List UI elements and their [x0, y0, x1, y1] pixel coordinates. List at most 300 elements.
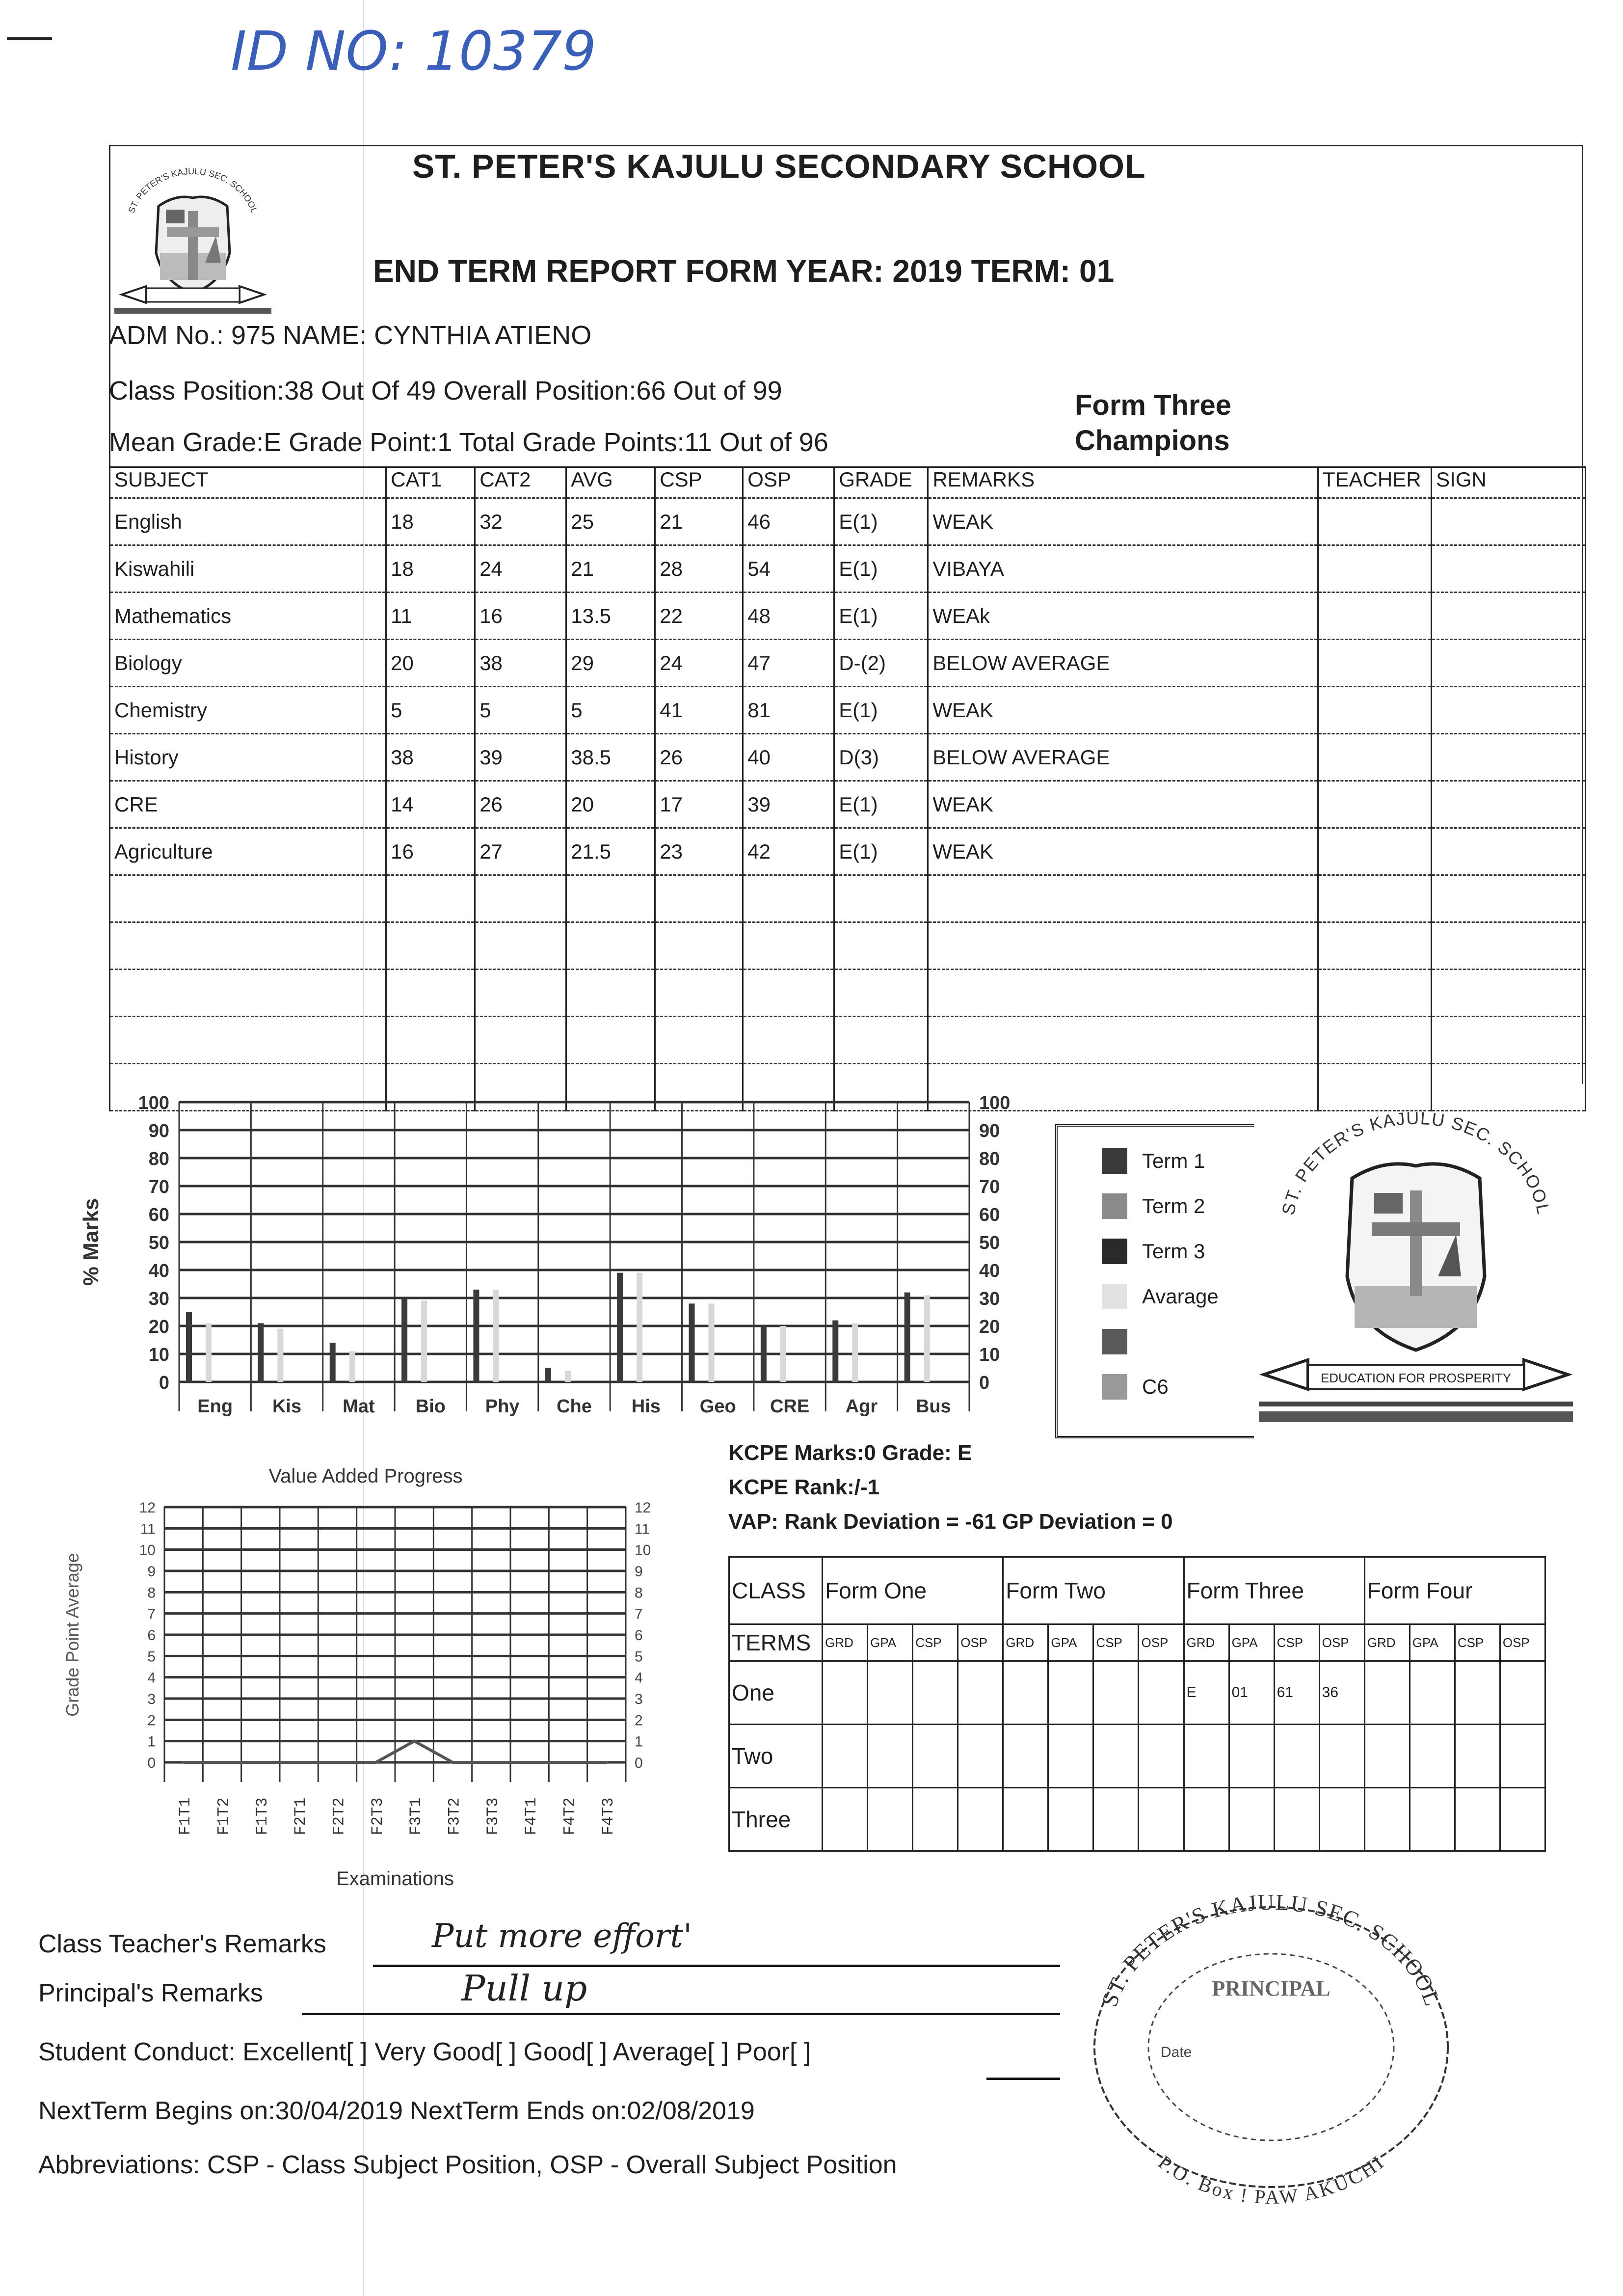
- hist-value-cell: [823, 1788, 868, 1851]
- bar-avarage: [493, 1290, 499, 1382]
- bar-avarage: [780, 1326, 786, 1382]
- empty-cell: [1432, 922, 1586, 970]
- empty-cell: [928, 875, 1318, 922]
- y-tick-left: 30: [148, 1289, 169, 1309]
- cell-teacher: [1318, 593, 1431, 640]
- cell-grade: E(1): [834, 593, 928, 640]
- exam-tick-label: F2T1: [292, 1797, 310, 1836]
- cell-remarks: VIBAYA: [928, 545, 1318, 593]
- legend-logo-ring-text: ST. PETER'S KAJULU SEC. SCHOOL: [1277, 1107, 1554, 1217]
- legend-label: C6: [1142, 1375, 1169, 1398]
- legend-label: Term 3: [1142, 1240, 1205, 1263]
- cell-csp: 17: [655, 781, 743, 828]
- hist-subheader: GRD: [823, 1624, 868, 1661]
- hist-value-cell: [1139, 1788, 1184, 1851]
- gpa-tick-right: 12: [635, 1500, 651, 1516]
- gpa-tick-left: 12: [139, 1500, 156, 1516]
- conduct-line: [986, 2078, 1060, 2080]
- gpa-tick-left: 6: [147, 1627, 156, 1644]
- cell-remarks: WEAK: [928, 828, 1318, 875]
- empty-cell: [566, 922, 655, 970]
- cell-subject: History: [110, 734, 386, 781]
- legend-swatch: [1102, 1374, 1127, 1400]
- empty-cell: [110, 970, 386, 1017]
- stamp-top-text: ST. PETER'S KAJULU SEC. SCHOOL: [1096, 1890, 1446, 2010]
- legend-label: Avarage: [1142, 1285, 1219, 1308]
- header-remarks: REMARKS: [928, 467, 1318, 498]
- legend-swatch: [1102, 1239, 1127, 1264]
- bar-term-1: [689, 1303, 695, 1382]
- marks-table: [109, 466, 1586, 1111]
- hist-value-cell: [1048, 1725, 1093, 1788]
- empty-cell: [566, 875, 655, 922]
- hist-subheader: GPA: [1410, 1624, 1455, 1661]
- bar-term-1: [258, 1323, 264, 1382]
- bar-grid: [179, 1102, 969, 1411]
- principal-label: Principal's Remarks: [38, 1979, 263, 2007]
- history-table: [728, 1556, 1546, 1852]
- gpa-x-axis-label: Examinations: [336, 1868, 454, 1890]
- bar-term-1: [545, 1368, 551, 1382]
- exam-tick-label: F1T3: [253, 1797, 271, 1836]
- cell-sign: [1432, 640, 1586, 687]
- bar-term-1: [832, 1321, 838, 1382]
- x-tick-label: Phy: [485, 1396, 520, 1417]
- y-tick-left: 80: [148, 1149, 169, 1169]
- hist-value-cell: [913, 1788, 958, 1851]
- y-tick-right: 90: [979, 1121, 1000, 1141]
- hist-value-cell: [1274, 1788, 1319, 1851]
- gpa-point: [528, 1761, 531, 1764]
- gpa-point: [490, 1761, 493, 1764]
- hist-value-cell: [1455, 1788, 1500, 1851]
- hist-subheader: CSP: [1455, 1624, 1500, 1661]
- vap-deviation: VAP: Rank Deviation = -61 GP Deviation = 0: [728, 1510, 1173, 1534]
- bar-avarage: [277, 1329, 283, 1382]
- marks-row: [110, 498, 1586, 545]
- logo-ring-text: ST. PETER'S KAJULU SEC. SCHOOL: [126, 166, 260, 215]
- cell-cat1: 11: [386, 593, 475, 640]
- header-osp: OSP: [743, 467, 834, 498]
- y-tick-left: 70: [148, 1177, 169, 1197]
- hist-terms-row: [729, 1624, 1545, 1661]
- hist-term-row: [729, 1788, 1545, 1851]
- cell-teacher: [1318, 498, 1431, 545]
- empty-cell: [1432, 970, 1586, 1017]
- bar-term-1: [401, 1298, 407, 1382]
- legend-entry: [1102, 1282, 1219, 1311]
- x-tick-label: Eng: [197, 1396, 233, 1417]
- empty-cell: [386, 875, 475, 922]
- empty-cell: [1318, 922, 1431, 970]
- bar-avarage: [637, 1273, 642, 1382]
- cell-osp: 39: [743, 781, 834, 828]
- y-tick-left: 0: [159, 1373, 169, 1393]
- gpa-tick-right: 3: [635, 1691, 643, 1707]
- bar-chart-svg: [69, 1080, 1026, 1433]
- hist-value-cell: [1500, 1788, 1545, 1851]
- cell-grade: E(1): [834, 781, 928, 828]
- class-teacher-line: [373, 1965, 1060, 1967]
- stamp-title: PRINCIPAL: [1212, 1976, 1330, 2000]
- y-tick-right: 10: [979, 1345, 1000, 1365]
- cell-cat2: 32: [475, 498, 566, 545]
- cell-subject: English: [110, 498, 386, 545]
- empty-cell: [928, 922, 1318, 970]
- empty-cell: [566, 1017, 655, 1064]
- legend-entry: [1102, 1191, 1205, 1221]
- cell-csp: 28: [655, 545, 743, 593]
- hist-class-label: CLASS: [729, 1557, 823, 1624]
- hist-value-cell: [1093, 1661, 1139, 1725]
- empty-cell: [743, 875, 834, 922]
- student-positions: Class Position:38 Out Of 49 Overall Position:66 Out of 99: [109, 376, 782, 405]
- cell-osp: 54: [743, 545, 834, 593]
- y-tick-right: 40: [979, 1261, 1000, 1281]
- cell-remarks: WEAK: [928, 781, 1318, 828]
- legend-entry: [1102, 1327, 1142, 1356]
- empty-cell: [386, 970, 475, 1017]
- cell-avg: 21: [566, 545, 655, 593]
- hist-value-cell: [1319, 1725, 1364, 1788]
- empty-cell: [110, 1017, 386, 1064]
- x-tick-label: Mat: [343, 1396, 375, 1417]
- y-tick-right: 20: [979, 1317, 1000, 1337]
- header-subject: SUBJECT: [110, 467, 386, 498]
- cell-grade: D-(2): [834, 640, 928, 687]
- gpa-tick-right: 10: [635, 1542, 651, 1559]
- report-title: END TERM REPORT FORM YEAR: 2019 TERM: 01: [373, 253, 1115, 289]
- hist-value-cell: [1319, 1788, 1364, 1851]
- gpa-tick-right: 5: [635, 1648, 643, 1665]
- y-tick-right: 30: [979, 1289, 1000, 1309]
- hist-value-cell: [913, 1725, 958, 1788]
- cell-grade: E(1): [834, 828, 928, 875]
- y-tick-right: 0: [979, 1373, 990, 1393]
- gpa-tick-right: 9: [635, 1564, 643, 1580]
- value-added-chart: [49, 1448, 707, 1890]
- cell-subject: Agriculture: [110, 828, 386, 875]
- hist-value-cell: [823, 1661, 868, 1725]
- y-tick-left: 20: [148, 1317, 169, 1337]
- stream-name: [1075, 388, 1231, 459]
- empty-cell: [386, 922, 475, 970]
- marks-row: [110, 545, 1586, 593]
- bar-term-1: [186, 1312, 192, 1382]
- school-logo: [112, 155, 274, 317]
- hist-value-cell: [1364, 1661, 1410, 1725]
- cell-cat2: 26: [475, 781, 566, 828]
- cell-remarks: BELOW AVERAGE: [928, 640, 1318, 687]
- y-tick-right: 100: [979, 1093, 1011, 1113]
- gpa-tick-right: 6: [635, 1627, 643, 1644]
- gpa-point: [297, 1761, 300, 1764]
- cell-cat2: 39: [475, 734, 566, 781]
- hist-value-cell: [1410, 1788, 1455, 1851]
- cell-csp: 22: [655, 593, 743, 640]
- cell-avg: 29: [566, 640, 655, 687]
- hist-term-row: [729, 1725, 1545, 1788]
- empty-cell: [1432, 875, 1586, 922]
- cell-csp: 21: [655, 498, 743, 545]
- bar-avarage: [206, 1323, 212, 1382]
- line-chart-title: Value Added Progress: [268, 1465, 463, 1487]
- hist-value-cell: [958, 1661, 1003, 1725]
- x-tick-label: Che: [557, 1396, 592, 1417]
- cell-avg: 13.5: [566, 593, 655, 640]
- bar-avarage: [709, 1303, 715, 1382]
- cell-osp: 48: [743, 593, 834, 640]
- exam-tick-label: F4T1: [522, 1797, 541, 1836]
- empty-cell: [743, 970, 834, 1017]
- x-tick-label: Kis: [272, 1396, 302, 1417]
- hist-value-cell: [1364, 1788, 1410, 1851]
- cell-teacher: [1318, 687, 1431, 734]
- cell-osp: 40: [743, 734, 834, 781]
- y-tick-left: 10: [148, 1345, 169, 1365]
- cell-cat1: 20: [386, 640, 475, 687]
- header-avg: AVG: [566, 467, 655, 498]
- gpa-tick-left: 7: [147, 1606, 156, 1622]
- hist-class-row: [729, 1557, 1545, 1624]
- hist-subheader: GPA: [868, 1624, 913, 1661]
- kcpe-marks: KCPE Marks:0 Grade: E: [728, 1441, 972, 1465]
- empty-cell: [475, 922, 566, 970]
- top-pen-mark: [7, 37, 52, 40]
- empty-cell: [655, 1017, 743, 1064]
- hist-subheader: CSP: [913, 1624, 958, 1661]
- hist-form-header: Form Two: [1003, 1557, 1184, 1624]
- gpa-tick-right: 11: [635, 1521, 650, 1538]
- legend-entry: [1102, 1146, 1205, 1176]
- cell-sign: [1432, 593, 1586, 640]
- empty-cell: [834, 970, 928, 1017]
- marks-row: [110, 828, 1586, 875]
- y-tick-left: 50: [148, 1233, 169, 1253]
- gpa-tick-left: 9: [147, 1564, 156, 1580]
- line-chart-svg: [49, 1448, 707, 1890]
- gpa-point: [336, 1761, 339, 1764]
- exam-tick-label: F4T2: [560, 1797, 579, 1836]
- hist-value-cell: [1184, 1788, 1229, 1851]
- gpa-point: [413, 1740, 416, 1743]
- school-name: ST. PETER'S KAJULU SECONDARY SCHOOL: [412, 148, 1146, 185]
- hist-value-cell: [823, 1725, 868, 1788]
- x-tick-label: His: [631, 1396, 661, 1417]
- hist-value-cell: [1003, 1725, 1048, 1788]
- hist-value-cell: [1139, 1661, 1184, 1725]
- cell-csp: 23: [655, 828, 743, 875]
- bar-avarage: [924, 1295, 930, 1382]
- gpa-y-axis-label: Grade Point Average: [62, 1553, 82, 1717]
- cell-csp: 24: [655, 640, 743, 687]
- hist-subheader: CSP: [1093, 1624, 1139, 1661]
- hist-value-cell: [1410, 1661, 1455, 1725]
- header-cat1: CAT1: [386, 467, 475, 498]
- gpa-tick-left: 1: [147, 1733, 156, 1750]
- exam-tick-label: F4T3: [599, 1797, 617, 1836]
- hist-term-row: [729, 1661, 1545, 1725]
- cell-cat1: 16: [386, 828, 475, 875]
- marks-header-row: [110, 467, 1586, 498]
- empty-cell: [110, 922, 386, 970]
- cell-cat2: 5: [475, 687, 566, 734]
- stream-line-1: Form Three: [1075, 389, 1232, 421]
- legend-entry: [1102, 1237, 1205, 1266]
- empty-cell: [834, 875, 928, 922]
- legend-swatch: [1102, 1284, 1127, 1309]
- gpa-point: [259, 1761, 262, 1764]
- cell-grade: E(1): [834, 687, 928, 734]
- stream-line-2: Champions: [1075, 425, 1230, 457]
- cell-osp: 42: [743, 828, 834, 875]
- hist-form-header: Form One: [823, 1557, 1003, 1624]
- cell-subject: CRE: [110, 781, 386, 828]
- header-cat2: CAT2: [475, 467, 566, 498]
- kcpe-rank: KCPE Rank:/-1: [728, 1475, 880, 1499]
- hist-value-cell: [1500, 1725, 1545, 1788]
- next-term-dates: NextTerm Begins on:30/04/2019 NextTerm Ends on:02/08/2019: [38, 2097, 755, 2125]
- header-sign: SIGN: [1432, 467, 1586, 498]
- empty-cell: [834, 922, 928, 970]
- hist-value-cell: 36: [1319, 1661, 1364, 1725]
- empty-cell: [110, 875, 386, 922]
- hist-value-cell: [1274, 1725, 1319, 1788]
- empty-cell: [1432, 1064, 1586, 1111]
- hist-subheader: OSP: [1319, 1624, 1364, 1661]
- gpa-tick-right: 7: [635, 1606, 643, 1622]
- marks-row: [110, 781, 1586, 828]
- cell-csp: 41: [655, 687, 743, 734]
- class-teacher-label: Class Teacher's Remarks: [38, 1930, 326, 1958]
- cell-sign: [1432, 781, 1586, 828]
- marks-empty-row: [110, 1017, 1586, 1064]
- empty-cell: [655, 922, 743, 970]
- empty-cell: [1318, 875, 1431, 922]
- empty-cell: [1432, 1017, 1586, 1064]
- marks-row: [110, 734, 1586, 781]
- stamp-date-label: Date: [1161, 2044, 1192, 2060]
- y-tick-left: 40: [148, 1261, 169, 1281]
- empty-cell: [928, 970, 1318, 1017]
- hist-value-cell: [868, 1725, 913, 1788]
- cell-csp: 26: [655, 734, 743, 781]
- marks-empty-row: [110, 922, 1586, 970]
- x-tick-label: Geo: [699, 1396, 736, 1417]
- hist-value-cell: [1003, 1661, 1048, 1725]
- cell-subject: Biology: [110, 640, 386, 687]
- cell-avg: 21.5: [566, 828, 655, 875]
- hist-value-cell: E: [1184, 1661, 1229, 1725]
- legend-swatch: [1102, 1148, 1127, 1174]
- empty-cell: [655, 875, 743, 922]
- x-tick-label: Bio: [415, 1396, 446, 1417]
- hist-value-cell: [1003, 1788, 1048, 1851]
- hist-subheader: GRD: [1364, 1624, 1410, 1661]
- empty-cell: [1318, 970, 1431, 1017]
- bar-avarage: [852, 1323, 858, 1382]
- cell-remarks: WEAK: [928, 687, 1318, 734]
- student-adm-name: ADM No.: 975 NAME: CYNTHIA ATIENO: [109, 321, 592, 350]
- y-tick-right: 80: [979, 1149, 1000, 1169]
- marks-row: [110, 687, 1586, 734]
- exam-tick-label: F1T1: [176, 1797, 195, 1836]
- empty-cell: [743, 922, 834, 970]
- exam-tick-label: F2T2: [330, 1797, 348, 1836]
- hist-value-cell: [1184, 1725, 1229, 1788]
- gpa-tick-right: 2: [635, 1712, 643, 1729]
- cell-remarks: WEAK: [928, 498, 1318, 545]
- cell-subject: Mathematics: [110, 593, 386, 640]
- cell-cat1: 18: [386, 545, 475, 593]
- principal-line: [302, 2013, 1060, 2015]
- cell-cat1: 14: [386, 781, 475, 828]
- header-teacher: TEACHER: [1318, 467, 1431, 498]
- cell-grade: E(1): [834, 498, 928, 545]
- cell-avg: 5: [566, 687, 655, 734]
- marks-row: [110, 593, 1586, 640]
- hist-value-cell: [1048, 1661, 1093, 1725]
- marks-empty-row: [110, 970, 1586, 1017]
- hist-subheader: GRD: [1003, 1624, 1048, 1661]
- cell-avg: 20: [566, 781, 655, 828]
- bar-y-axis-label: % Marks: [79, 1198, 103, 1286]
- bar-term-1: [330, 1343, 336, 1382]
- hist-value-cell: [1229, 1788, 1274, 1851]
- bar-term-1: [473, 1290, 479, 1382]
- cell-subject: Chemistry: [110, 687, 386, 734]
- empty-cell: [1318, 1017, 1431, 1064]
- hist-subheader: OSP: [1500, 1624, 1545, 1661]
- cell-grade: E(1): [834, 545, 928, 593]
- hist-value-cell: [1364, 1725, 1410, 1788]
- cell-teacher: [1318, 640, 1431, 687]
- hist-terms-label: TERMS: [729, 1624, 823, 1661]
- gpa-tick-right: 8: [635, 1585, 643, 1601]
- hist-subheader: OSP: [958, 1624, 1003, 1661]
- handwritten-id: ID NO: 10379: [231, 20, 596, 82]
- bar-avarage: [349, 1351, 355, 1382]
- empty-cell: [655, 970, 743, 1017]
- hist-value-cell: 01: [1229, 1661, 1274, 1725]
- gpa-tick-left: 3: [147, 1691, 156, 1707]
- cell-osp: 46: [743, 498, 834, 545]
- cell-sign: [1432, 734, 1586, 781]
- cell-teacher: [1318, 781, 1431, 828]
- marks-bar-chart: [69, 1080, 1026, 1433]
- bar-avarage: [565, 1371, 571, 1382]
- cell-sign: [1432, 687, 1586, 734]
- cell-grade: D(3): [834, 734, 928, 781]
- exam-tick-label: F3T3: [483, 1797, 502, 1836]
- empty-cell: [834, 1017, 928, 1064]
- hist-value-cell: [868, 1788, 913, 1851]
- marks-row: [110, 640, 1586, 687]
- hist-term-label: One: [729, 1661, 823, 1725]
- cell-avg: 38.5: [566, 734, 655, 781]
- empty-cell: [475, 970, 566, 1017]
- principal-stamp: [1075, 1890, 1467, 2204]
- bar-avarage: [421, 1301, 427, 1382]
- hist-value-cell: [1139, 1725, 1184, 1788]
- empty-cell: [475, 1017, 566, 1064]
- hist-value-cell: [913, 1661, 958, 1725]
- hist-subheader: GPA: [1229, 1624, 1274, 1661]
- empty-cell: [566, 970, 655, 1017]
- bar-term-1: [761, 1326, 767, 1382]
- y-tick-right: 70: [979, 1177, 1000, 1197]
- empty-cell: [475, 875, 566, 922]
